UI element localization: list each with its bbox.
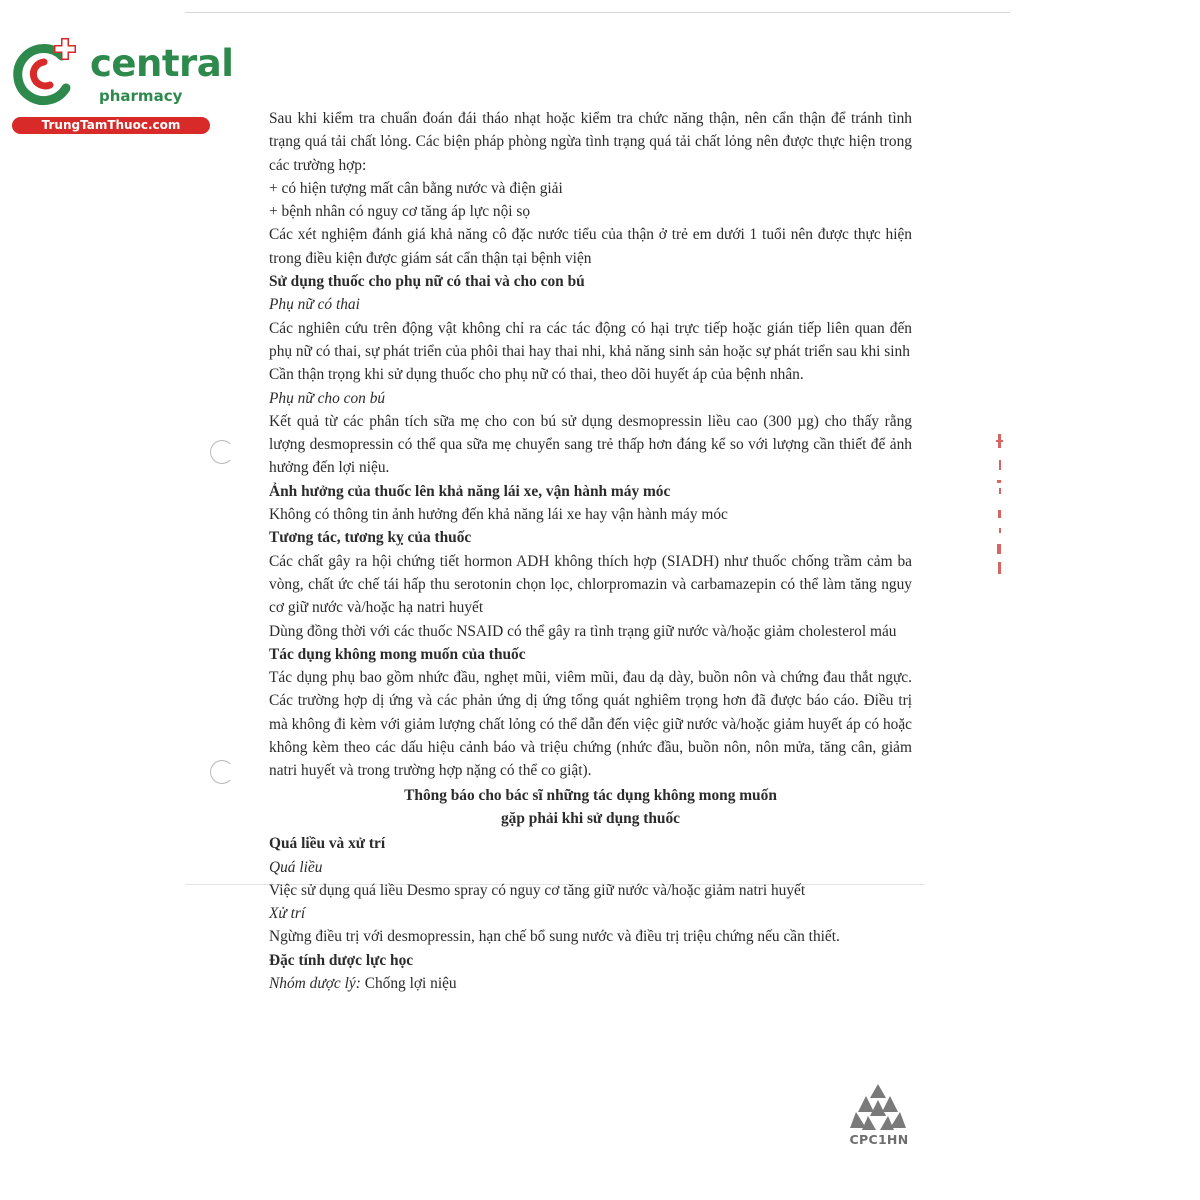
company-emblem-label: CPC1HN	[849, 1132, 909, 1147]
paragraph-siadh: Các chất gây ra hội chứng tiết hormon ADH không thích hợp (SIADH) như thuốc chống trầm cảm ba vòng, chất ức chế tái hấp thu serotonin chọn lọc, chlorpromazin và carbamazepin có thể làm tăng nguy cơ giữ nước và/hoặc hạ natri huyết	[269, 552, 912, 617]
heading-pharmacodynamics: Đặc tính dược lực học	[269, 951, 414, 969]
paragraph-animal-studies: Các nghiên cứu trên động vật không chỉ ra các tác động có hại trực tiếp hoặc gián tiếp liên quan đến phụ nữ có thai, sự phát triển của phôi thai hay thai nhi, khả năng sinh sản hoặc sự phát triển sau khi sinh	[269, 319, 912, 360]
paragraph-infant-tests: Các xét nghiệm đánh giá khả năng cô đặc nước tiểu của thận ở trẻ em dưới 1 tuổi nên được thực hiện trong điều kiện được giám sát cẩn thận tại bệnh viện	[269, 226, 912, 267]
subheading-overdose: Quá liều	[269, 858, 323, 876]
subheading-treatment: Xử trí	[269, 905, 306, 923]
paragraph-side-effects: Tác dụng phụ bao gồm nhức đầu, nghẹt mũi, viêm mũi, đau dạ dày, buồn nôn và chứng đau thắt ngực. Các trường hợp dị ứng và các phản ứng dị ứng tổng quát nghiêm trọng hơn đã được báo cáo. Điều trị mà không đi kèm với giảm lượng chất lỏng có thể dẫn đến việc giữ nước và/hoặc giảm huyết áp có hoặc không kèm theo các dấu hiệu cảnh báo và triệu chứng (nhức đầu, buồn nôn, nôn mửa, tăng cân, giảm natri huyết và trong trường hợp nặng có thể co giật).	[269, 669, 912, 780]
leaflet-text	[269, 107, 912, 995]
subheading-pregnant-women: Phụ nữ có thai	[269, 296, 360, 314]
heading-pregnancy-breastfeeding: Sử dụng thuốc cho phụ nữ có thai và cho con bú	[269, 273, 585, 291]
logo-website-link[interactable]: TrungTamThuoc.com	[12, 117, 210, 134]
pharmacological-group-value: Chống lợi niệu	[360, 974, 457, 992]
list-item-intracranial: + bệnh nhân có nguy cơ tăng áp lực nội sọ	[269, 203, 531, 221]
logo-brand-name: central	[90, 42, 234, 85]
pharmacy-c-plus-icon	[10, 38, 80, 108]
paragraph-treatment: Ngừng điều trị với desmopressin, hạn chế bổ sung nước và điều trị triệu chứng nếu cần thiết.	[269, 928, 840, 946]
top-divider	[185, 12, 1010, 13]
paragraph-overdose: Việc sử dụng quá liều Desmo spray có nguy cơ tăng giữ nước và/hoặc giảm natri huyết	[269, 881, 806, 899]
paragraph-caution-pregnancy: Cần thận trọng khi sử dụng thuốc cho phụ nữ có thai, theo dõi huyết áp của bệnh nhân.	[269, 366, 804, 384]
heading-driving: Ảnh hưởng của thuốc lên khả năng lái xe, vận hành máy móc	[269, 482, 671, 500]
paragraph-nsaid: Dùng đồng thời với các thuốc NSAID có thể gây ra tình trạng giữ nước và/hoặc giảm cholesterol máu	[269, 622, 897, 640]
heading-adverse-effects: Tác dụng không mong muốn của thuốc	[269, 645, 526, 663]
red-stamp-fragment-icon	[988, 432, 1014, 582]
logo-brand-subtitle: pharmacy	[99, 87, 183, 105]
paragraph-driving: Không có thông tin ảnh hưởng đến khả năng lái xe hay vận hành máy móc	[269, 506, 728, 524]
pharmacological-group-label: Nhóm dược lý:	[269, 974, 361, 992]
central-pharmacy-logo[interactable]	[10, 38, 234, 138]
notice-heading-line-1: Thông báo cho bác sĩ những tác dụng không mong muốn	[404, 786, 777, 804]
notice-heading-line-2: gặp phải khi sử dụng thuốc	[500, 809, 681, 827]
hole-punch-upper	[210, 440, 234, 464]
pharmacological-group	[269, 972, 912, 995]
subheading-breastfeeding: Phụ nữ cho con bú	[269, 389, 386, 407]
hole-punch-lower	[210, 760, 234, 784]
list-item-electrolyte: + có hiện tượng mất cân bằng nước và điện giải	[269, 179, 563, 197]
heading-interactions: Tương tác, tương kỵ của thuốc	[269, 529, 472, 547]
paragraph-fluid-overload: Sau khi kiểm tra chuẩn đoán đái tháo nhạt hoặc kiểm tra chức năng thận, nên cẩn thận để tránh tình trạng quá tải chất lỏng. Các biện pháp phòng ngừa tình trạng quá tải chất lỏng nên được thực hiện trong các trường hợp:	[269, 110, 912, 174]
paragraph-breast-milk: Kết quả từ các phân tích sữa mẹ cho con bú sử dụng desmopressin liều cao (300 µg) cho thấy rằng lượng desmopressin có thể qua sữa mẹ chuyển sang trẻ thấp hơn đáng kể so với lượng cần thiết để ảnh hưởng đến lợi niệu.	[269, 412, 912, 477]
heading-overdose: Quá liều và xử trí	[269, 835, 386, 853]
notice-heading	[269, 784, 912, 831]
